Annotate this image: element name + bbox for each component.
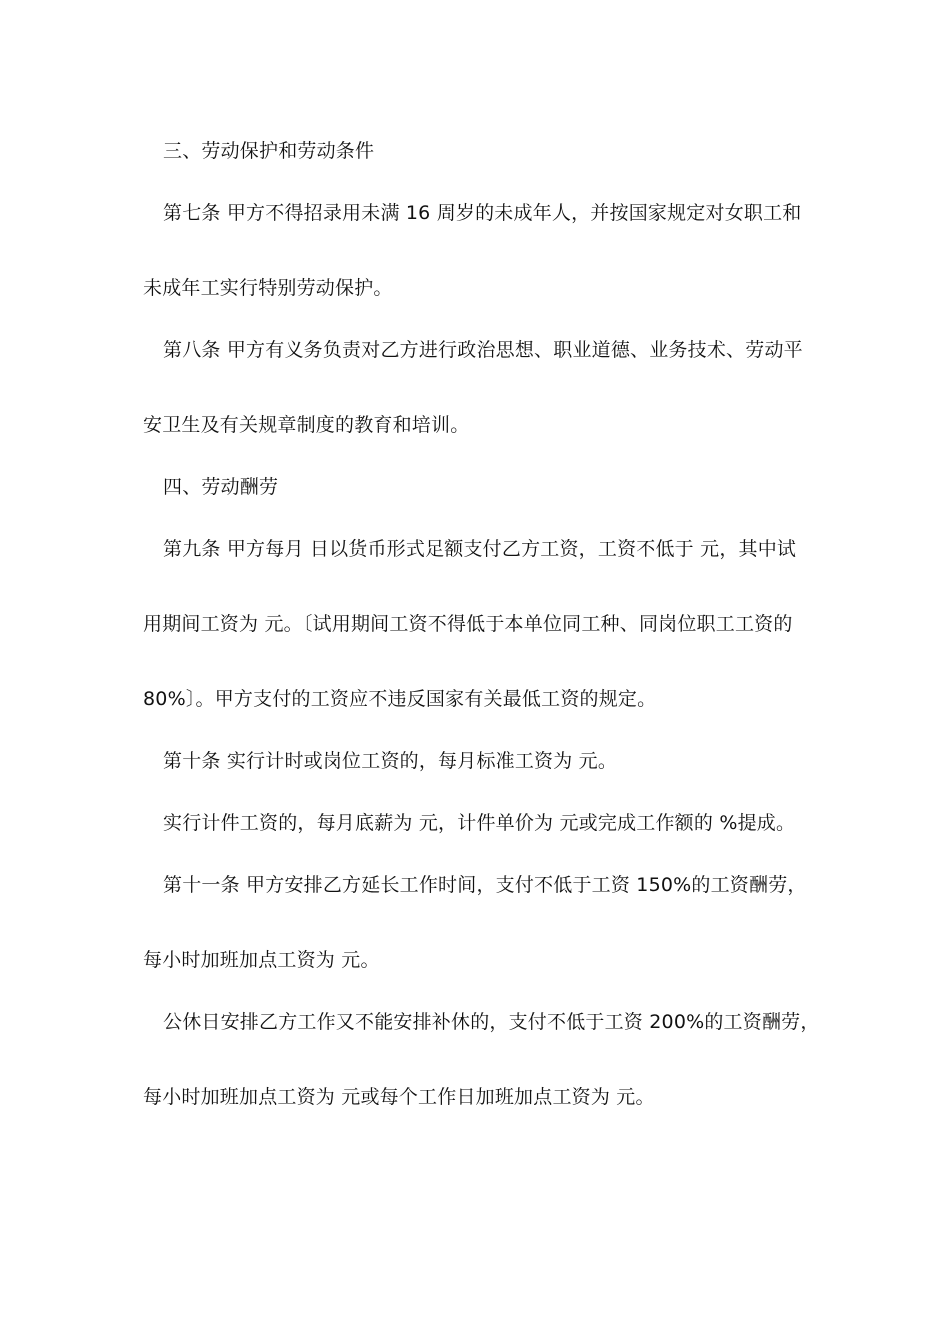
section-heading-3: 三、劳动保护和劳动条件 [163, 140, 375, 162]
article-11-line-1: 第十一条 甲方安排乙方延长工作时间，支付不低于工资 150%的工资酬劳， [163, 874, 807, 896]
article-7-line-2: 未成年工实行特别劳动保护。 [143, 277, 393, 299]
article-11-line-3: 公休日安排乙方工作又不能安排补休的，支付不低于工资 200%的工资酬劳， [163, 1011, 820, 1033]
article-10-line-1: 第十条 实行计时或岗位工资的，每月标准工资为 元。 [163, 750, 618, 772]
article-9-line-1: 第九条 甲方每月 日以货币形式足额支付乙方工资，工资不低于 元，其中试 [163, 538, 797, 560]
article-11-line-2: 每小时加班加点工资为 元。 [143, 949, 380, 971]
article-9-line-2: 用期间工资为 元。〔试用期间工资不得低于本单位同工种、同岗位职工工资的 [143, 613, 793, 635]
article-9-line-3: 80%〕。甲方支付的工资应不违反国家有关最低工资的规定。 [143, 688, 657, 710]
article-8-line-2: 安卫生及有关规章制度的教育和培训。 [143, 414, 470, 436]
article-8-line-1: 第八条 甲方有义务负责对乙方进行政治思想、职业道德、业务技术、劳动平 [163, 339, 803, 361]
article-7-line-1: 第七条 甲方不得招录用未满 16 周岁的未成年人，并按国家规定对女职工和 [163, 202, 802, 224]
article-10-line-2: 实行计件工资的，每月底薪为 元，计件单价为 元或完成工作额的 %提成。 [163, 812, 796, 834]
section-heading-4: 四、劳动酬劳 [163, 476, 279, 498]
article-11-line-4: 每小时加班加点工资为 元或每个工作日加班加点工资为 元。 [143, 1086, 655, 1108]
